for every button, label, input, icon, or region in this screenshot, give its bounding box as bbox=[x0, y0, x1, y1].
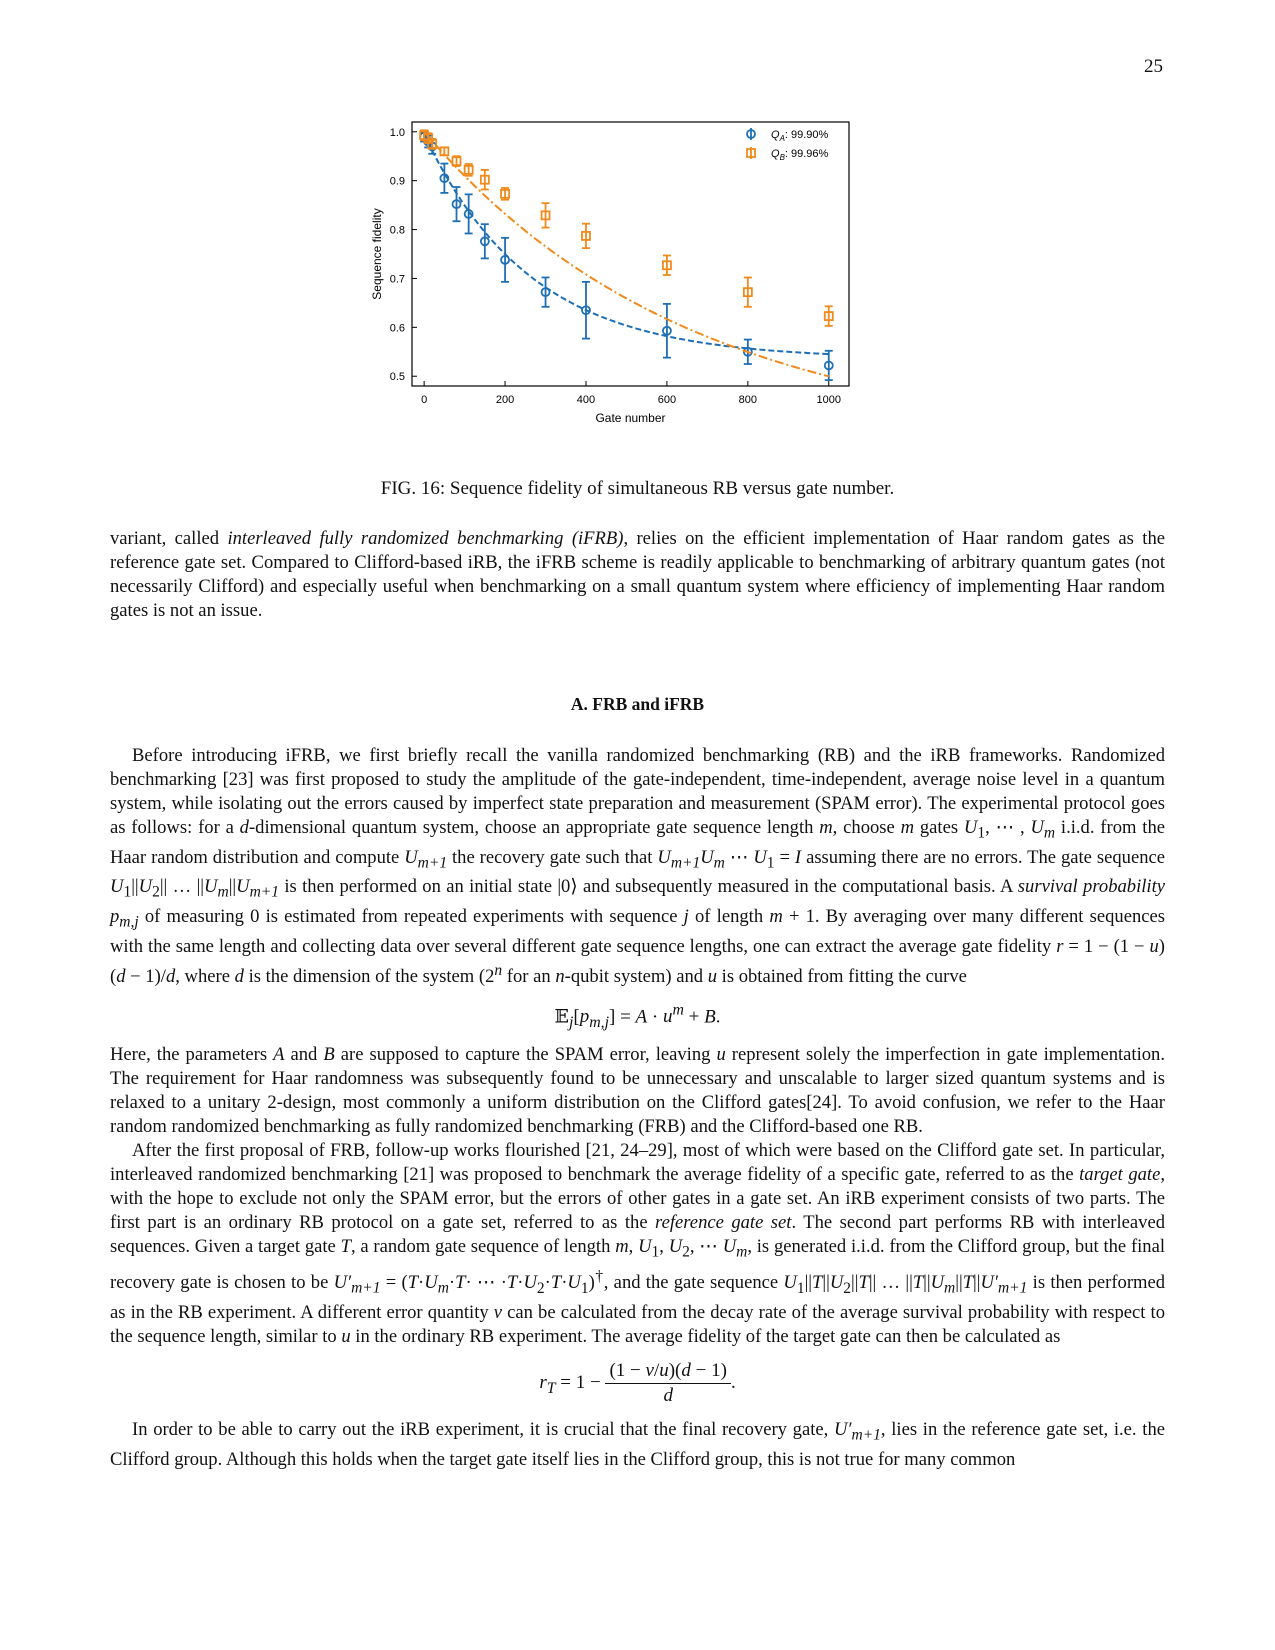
page-number: 25 bbox=[1144, 56, 1163, 77]
equation-target-fidelity: $r_T = 1$ − $\frac{(1 - v/u)(d - 1)}{d}$ . bbox=[539, 1359, 736, 1406]
legend-label: $Q_A$: 99.90% bbox=[771, 129, 829, 143]
y-tick-label: 1.0 bbox=[389, 126, 405, 139]
y-tick-label: 0.8 bbox=[389, 224, 405, 237]
intro-paragraph bbox=[110, 527, 1165, 623]
paragraph-recovery-gate: In order to be able to carry out the iRB experiment, it is crucial that the final recovery gate, $U'_{m+1}$, lies in the reference gate set, i.e. the Clifford group. Although this holds when the target gate itself lies in the Clifford group, this is not true for many common bbox=[110, 1418, 1165, 1470]
figure-caption: FIG. 16: Sequence fidelity of simultaneous RB versus gate number. bbox=[380, 478, 895, 499]
section-heading: A. FRB and iFRB bbox=[570, 694, 705, 714]
y-tick-label: 0.9 bbox=[389, 175, 405, 188]
x-tick-label: 800 bbox=[738, 394, 758, 406]
intro-emphasis: interleaved fully randomized benchmarking (iFRB) bbox=[227, 528, 624, 549]
legend-label: $Q_B$: 99.96% bbox=[771, 148, 829, 162]
paragraph-irb: After the first proposal of FRB, follow-up works flourished [21, 24–29], most of which were based on the Clifford gate set. In particular, interleaved randomized benchmarking [21] was proposed to benchmark the average fidelity of a specific gate, referred to as the target gate, with the hope to exclude not only the SPAM error, but the errors of other gates in a gate set. An iRB experiment consists of two parts. The first part is an ordinary RB protocol on a gate set, referred to as the reference gate set. The second part performs RB with interleaved sequences. Given a target gate T, a random gate sequence of length m, $U_1$, $U_2$, ⋯ $U_m$, is generated i.i.d. from the Clifford group, but the final recovery gate is chosen to be $U'_{m+1} = (T\cdot U_m\cdot T\cdot$ ⋯ $\cdot T\cdot U_2\cdot T\cdot U_1)^\dagger$, and the gate sequence $U_1||T||U_2||T||$ … $||T||U_m||T||U'_{m+1}$ is then performed as in the RB experiment. A different error quantity v can be calculated from the decay rate of the average survival probability with respect to the sequence length, similar to u in the ordinary RB experiment. The average fidelity of the target gate can then be calculated as bbox=[110, 1140, 1166, 1347]
x-tick-label: 0 bbox=[421, 394, 428, 406]
y-tick-label: 0.5 bbox=[389, 371, 405, 384]
y-tick-label: 0.6 bbox=[389, 322, 405, 335]
x-tick-label: 200 bbox=[495, 394, 515, 406]
equation-fit-curve: $𝔼_j[p_{m,j}] = A \cdot u^m + B$. bbox=[554, 1002, 721, 1032]
paragraph-spam: Here, the parameters A and B are supposed to capture the SPAM error, leaving u represent solely the imperfection in gate implementation. The requirement for Haar randomness was subsequently found to be unnecessary and unscalable to larger sized quantum systems and is relaxed to a unitary 2-design, most commonly a uniform distribution on the Clifford gates[24]. To avoid confusion, we refer to the Haar random randomized benchmarking as fully randomized benchmarking (FRB) and the Clifford-based one RB. bbox=[110, 1044, 1165, 1138]
x-tick-label: 1000 bbox=[816, 394, 842, 406]
intro-text-2: , relies on the efficient implementation of Haar random gates as the reference gate set. Compared to Clifford-based iRB, the iFRB scheme is readily applicable to benchmarking of arbitrary quantum gates (not necessarily Clifford) and especially useful when benchmarking on a small quantum system where efficiency of implementing Haar random gates is not an issue. bbox=[110, 528, 1165, 621]
x-tick-label: 600 bbox=[657, 394, 677, 406]
intro-text-1: variant, called bbox=[110, 528, 228, 549]
paragraph-rb-intro: Before introducing iFRB, we first briefly recall the vanilla randomized benchmarking (RB) and the iRB frameworks. Randomized benchmarking [23] was first proposed to study the amplitude of the gate-independent, time-independent, average noise level in a quantum system, while isolating out the errors caused by imperfect state preparation and measurement (SPAM error). The experimental protocol goes as follows: for a d-dimensional quantum system, choose an appropriate gate sequence length m, choose m gates $U_1$, ⋯ , $U_m$ i.i.d. from the Haar random distribution and compute $U_{m+1}$ the recovery gate such that $U_{m+1}U_m$ ⋯ $U_1 = I$ assuming there are no errors. The gate sequence $U_1||U_2||$ … $||U_m||U_{m+1}$ is then performed on an initial state |0⟩ and subsequently measured in the computational basis. A survival probability $p_{m,j}$ of measuring 0 is estimated from repeated experiments with sequence j of length m + 1. By averaging over many different sequences with the same length and collecting data over several different gate sequence lengths, one can extract the average gate fidelity r = 1 − (1 − u)(d − 1)/d, where d is the dimension of the system (2$^n$ for an n-qubit system) and u is obtained from fitting the curve bbox=[110, 745, 1166, 988]
y-tick-label: 0.7 bbox=[389, 273, 405, 286]
x-tick-label: 400 bbox=[576, 394, 596, 406]
y-axis-label: Sequence fidelity bbox=[370, 208, 384, 300]
plot-area bbox=[370, 122, 849, 425]
x-axis-label: Gate number bbox=[595, 411, 666, 425]
main-text bbox=[110, 744, 1165, 1472]
figure-chart bbox=[370, 118, 870, 438]
